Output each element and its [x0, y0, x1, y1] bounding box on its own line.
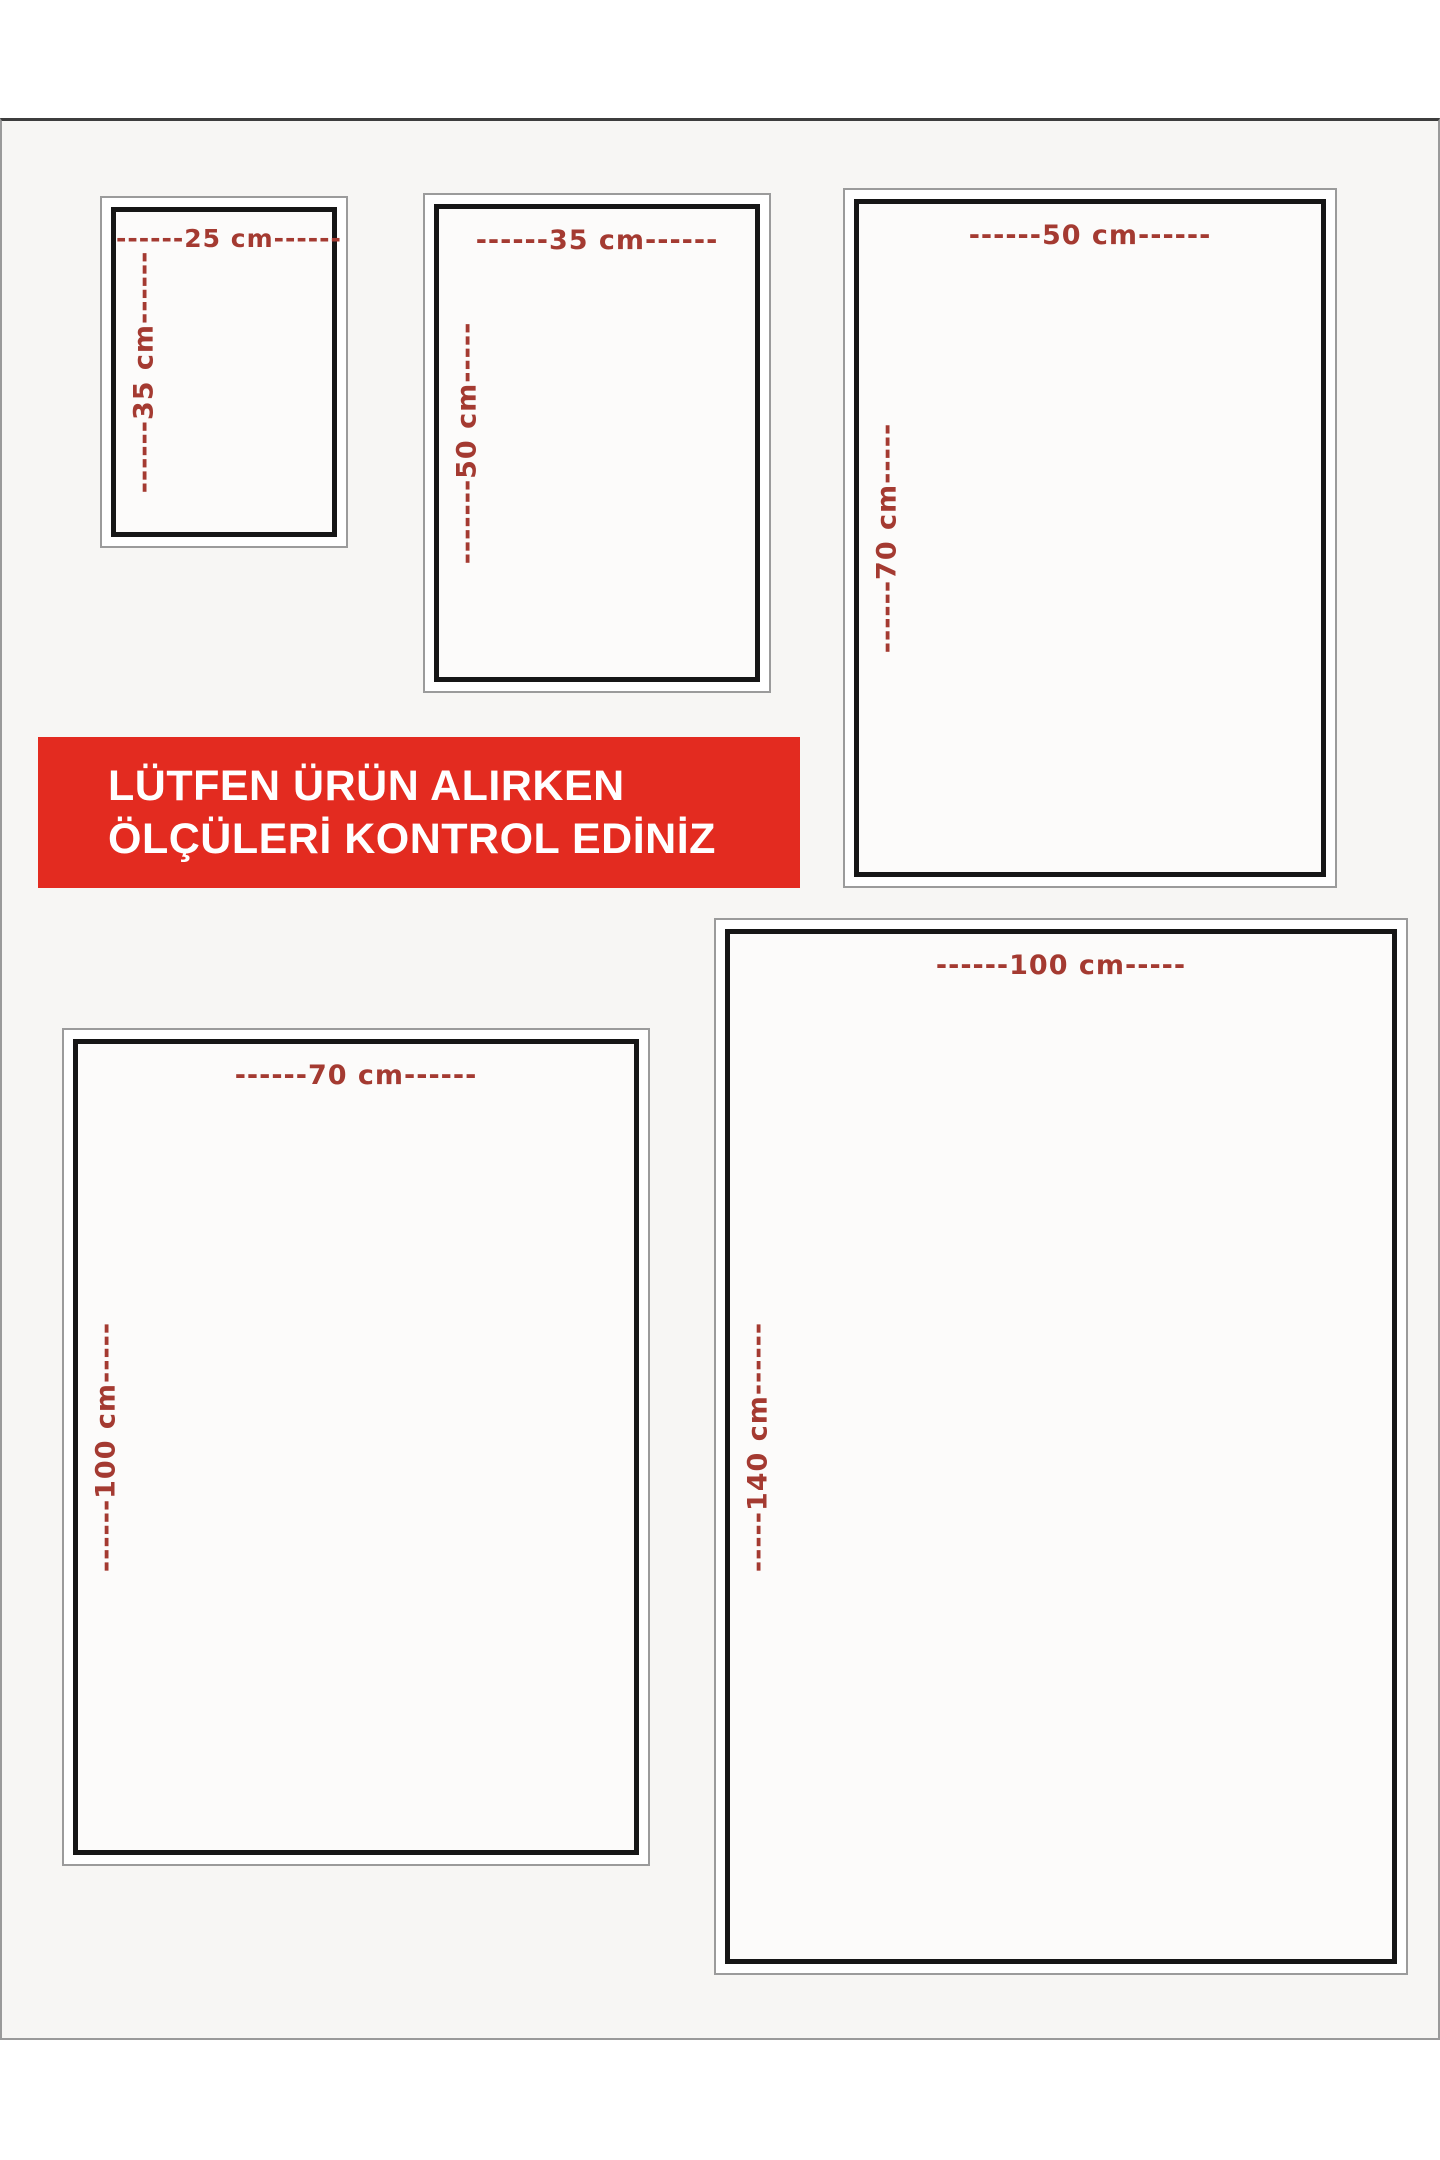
height-dimension-label: ------70 cm-----: [871, 422, 903, 654]
size-box-70x100-inner-frame: [73, 1039, 639, 1855]
size-box-70x100: [62, 1028, 650, 1866]
width-dimension-label: ------100 cm-----: [935, 950, 1187, 981]
size-box-35x50: [423, 193, 771, 693]
size-box-35x50-inner-frame: [434, 204, 760, 682]
notice-banner: [38, 737, 800, 888]
size-box-100x140: [714, 918, 1408, 1975]
height-dimension-label: ------35 cm------: [128, 250, 160, 494]
width-dimension-label: ------50 cm------: [968, 220, 1212, 251]
size-box-25x35-inner-frame: [111, 207, 342, 537]
width-dimension-label: ------35 cm------: [475, 225, 719, 256]
notice-banner-line2: ÖLÇÜLERİ KONTROL EDİNİZ: [108, 814, 716, 863]
height-dimension-label: ------100 cm-----: [90, 1321, 122, 1573]
width-dimension-label: ------25 cm------: [116, 224, 342, 253]
size-box-50x70: [843, 188, 1337, 888]
size-box-100x140-inner-frame: [725, 929, 1397, 1964]
size-box-25x35: [100, 196, 348, 548]
width-dimension-label: ------70 cm------: [234, 1060, 478, 1091]
height-dimension-label: -----140 cm------: [742, 1321, 774, 1572]
height-dimension-label: -------50 cm-----: [451, 321, 483, 565]
notice-banner-line1: LÜTFEN ÜRÜN ALIRKEN: [108, 762, 625, 811]
size-box-50x70-inner-frame: [854, 199, 1326, 877]
